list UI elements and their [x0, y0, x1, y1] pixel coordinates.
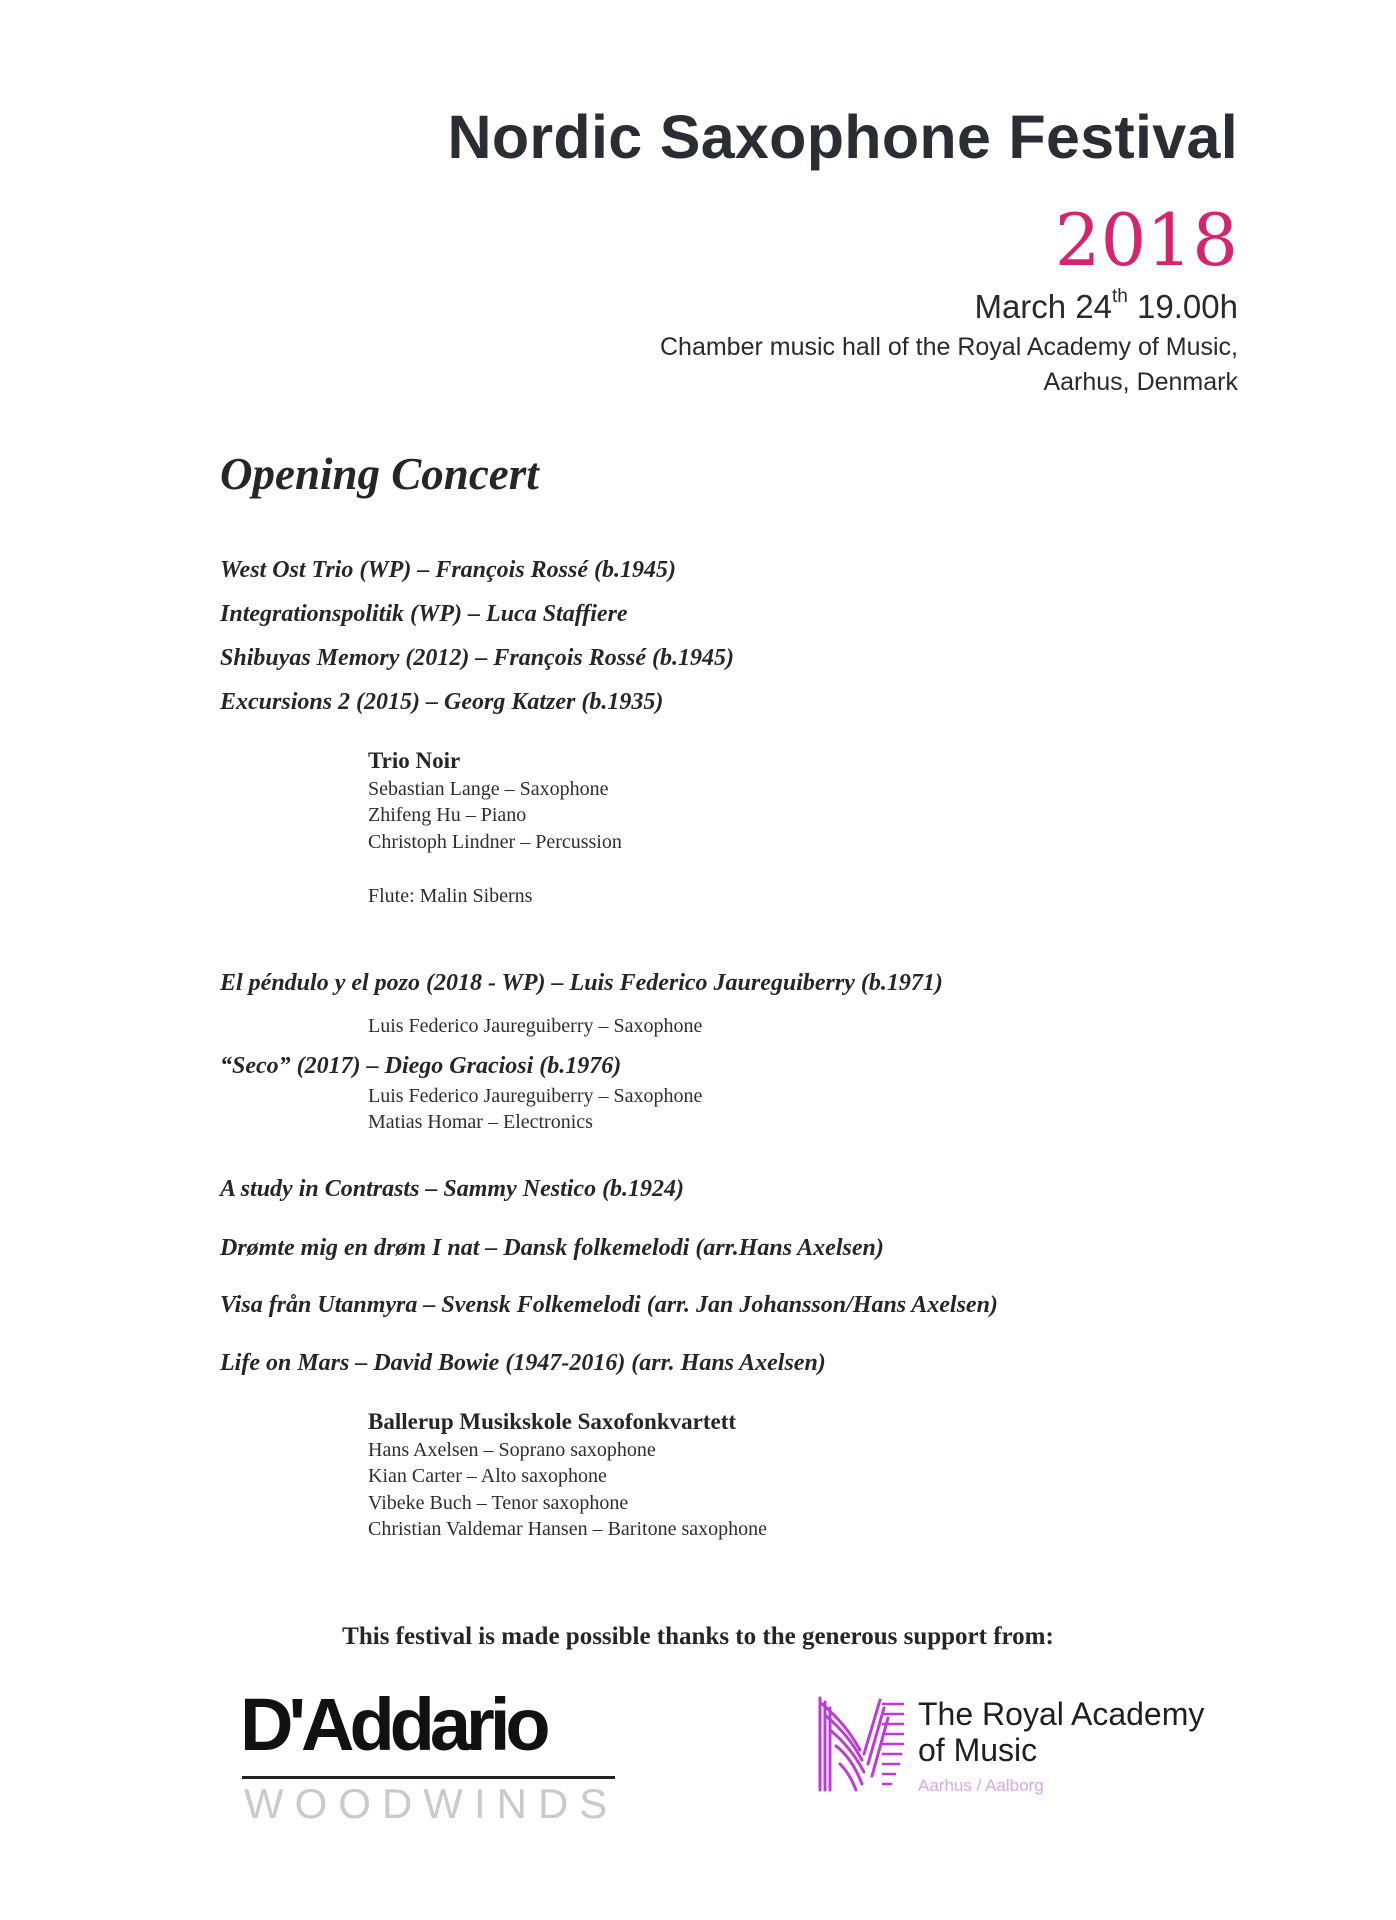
performer-line: Zhifeng Hu – Piano	[368, 804, 527, 826]
academy-cities: Aarhus / Aalborg	[918, 1776, 1044, 1795]
guest-performer: Flute: Malin Siberns	[368, 885, 533, 907]
program-piece: El péndulo y el pozo (2018 - WP) – Luis Federico Jaureguiberry (b.1971)	[220, 970, 943, 996]
ensemble-name: Ballerup Musikskole Saxofonkvartett	[368, 1409, 737, 1434]
performer-line: Hans Axelsen – Soprano saxophone	[368, 1439, 656, 1461]
venue-line-2: Aarhus, Denmark	[1043, 368, 1238, 396]
performer-line: Kian Carter – Alto saxophone	[368, 1465, 607, 1487]
program-piece: Life on Mars – David Bowie (1947-2016) (arr. Hans Axelsen)	[220, 1350, 826, 1376]
performer-line: Christoph Lindner – Percussion	[368, 831, 622, 853]
program-piece: A study in Contrasts – Sammy Nestico (b.1924)	[220, 1176, 685, 1202]
performer-line: Christian Valdemar Hansen – Baritone saxophone	[368, 1518, 767, 1540]
program-piece: Shibuyas Memory (2012) – François Rossé (b.1945)	[220, 645, 735, 671]
date-ordinal: th	[1112, 286, 1128, 307]
performer-line: Luis Federico Jaureguiberry – Saxophone	[368, 1085, 703, 1107]
program-piece: Integrationspolitik (WP) – Luca Staffiere	[220, 601, 628, 627]
performer-line: Vibeke Buch – Tenor saxophone	[368, 1492, 629, 1514]
venue-line-1: Chamber music hall of the Royal Academy of Music,	[659, 333, 1238, 361]
concert-heading: Opening Concert	[220, 449, 539, 499]
program-piece: “Seco” (2017) – Diego Graciosi (b.1976)	[220, 1053, 622, 1079]
academy-m-logo-icon	[816, 1694, 906, 1794]
support-statement: This festival is made possible thanks to the generous support from:	[342, 1623, 1054, 1650]
program-piece: Drømte mig en drøm I nat – Dansk folkemelodi (arr.Hans Axelsen)	[220, 1235, 884, 1261]
concert-date	[974, 288, 1238, 326]
date-time: 19.00h	[1127, 288, 1238, 325]
program-piece: West Ost Trio (WP) – François Rossé (b.1945)	[220, 557, 676, 583]
daddario-logo	[240, 1682, 620, 1827]
daddario-subtitle: WOODWINDS	[244, 1780, 619, 1827]
performer-line: Luis Federico Jaureguiberry – Saxophone	[368, 1015, 703, 1037]
academy-name-line-1: The Royal Academy	[918, 1696, 1205, 1732]
ensemble-name: Trio Noir	[368, 748, 461, 773]
performer-line: Sebastian Lange – Saxophone	[368, 778, 609, 800]
royal-academy-logo	[816, 1688, 1236, 1800]
date-day: March 24	[974, 288, 1113, 325]
performer-line: Matias Homar – Electronics	[368, 1111, 593, 1133]
daddario-divider	[242, 1776, 615, 1779]
festival-title: Nordic Saxophone Festival	[447, 103, 1238, 171]
festival-year: 2018	[1054, 198, 1238, 282]
program-piece: Excursions 2 (2015) – Georg Katzer (b.1935)	[220, 689, 664, 715]
daddario-wordmark: D'Addario	[240, 1683, 546, 1766]
program-piece: Visa från Utanmyra – Svensk Folkemelodi (arr. Jan Johansson/Hans Axelsen)	[220, 1292, 998, 1318]
academy-name-line-2: of Music	[918, 1732, 1038, 1768]
